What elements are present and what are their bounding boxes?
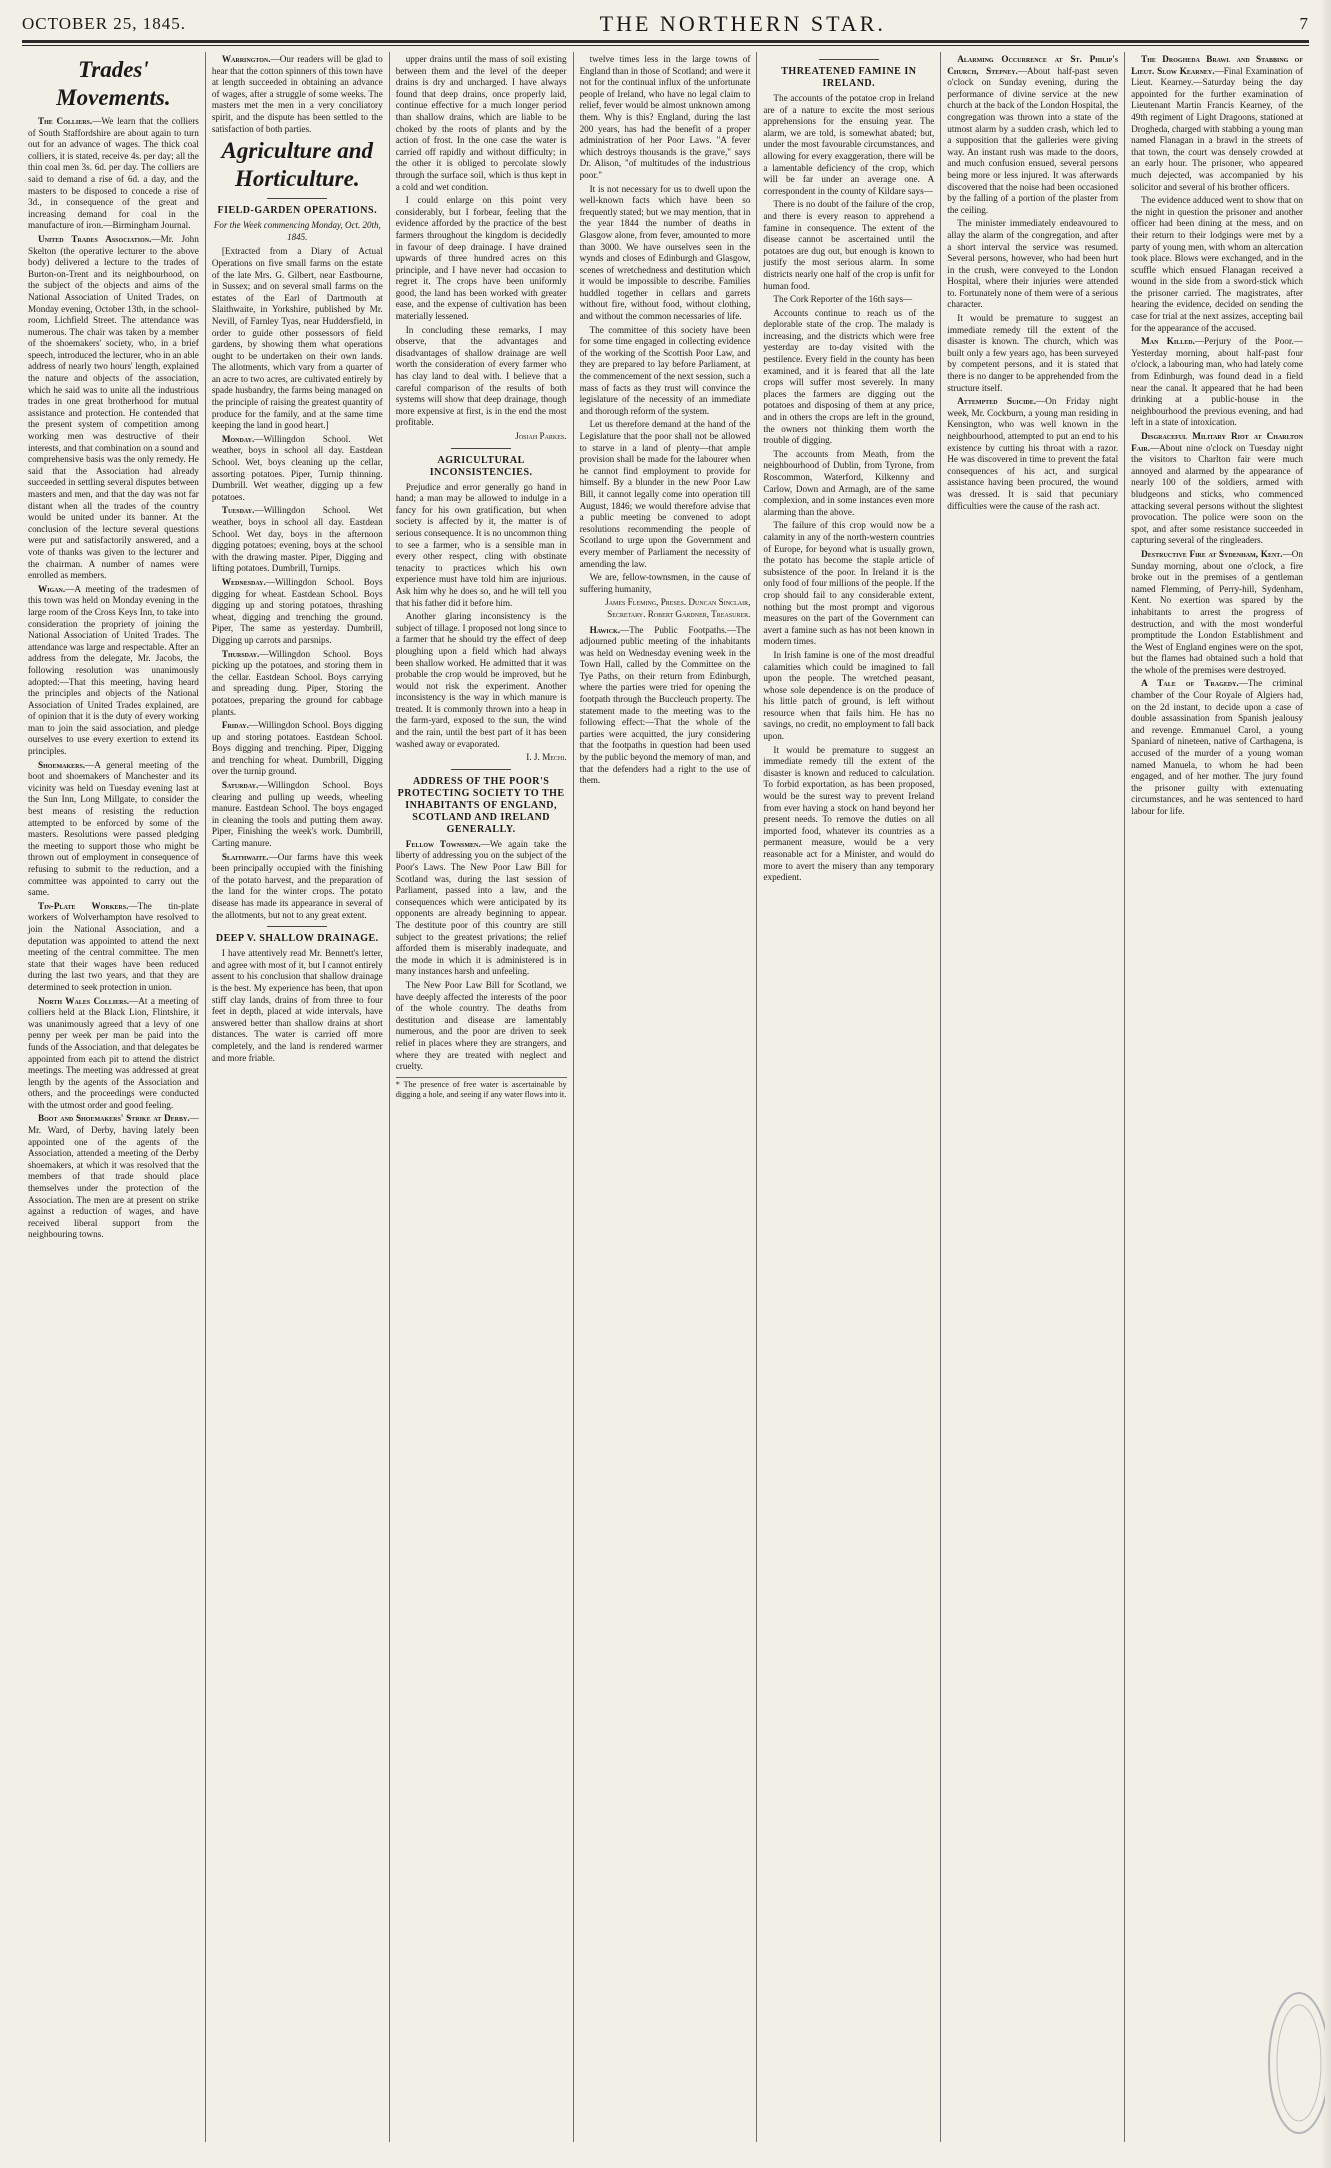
paragraph-lead: Monday. — [221, 433, 255, 444]
article-signature: Josiah Parkes. — [515, 431, 567, 441]
paragraph-lead: Tuesday. — [221, 505, 255, 516]
article-paragraph — [580, 184, 751, 323]
paragraph-text: It would be premature to suggest an immediate remedy till the extent of the disaster is known and reduced to calculation. To forbid exportation, as has been proposed, would be the surest way to prevent Ireland from ever having a stock on hand beyond her present needs. To remove the duties on all imported food, whatever its countries as a permanent measure, would be a very reasonable act for a Minister, and would do more to avert the misery than any temporary expedient. — [763, 744, 935, 883]
article-paragraph — [947, 313, 1118, 394]
paragraph-text: The failure of this crop would now be a calamity in any of the north-western countries of Europe, for beyond what is usually grown, the potato has become the staple article of subsistence of the poor. In Ireland it is the only food of four millions of the people. If the crop should fail to any considerable extent, nothing but the most prompt and vigorous measures on the part of the Government can avert a famine such as has not been known in modern times. — [763, 520, 935, 647]
article-paragraph — [28, 234, 199, 582]
paragraph-lead: Thursday. — [221, 648, 260, 659]
article-paragraph — [1131, 678, 1303, 817]
article-paragraph — [212, 948, 383, 1064]
paragraph-text: —We learn that the colliers of South Staffordshire are about again to turn out for an advance of wages. The thick coal colliers, it is stated, receive 4s. per day; all the thin coal men 3s. 6d. per day. The colliers are said to demand a rise of 6d. a day, and the masters to be disposed to concede a rise of 3d., in consequence of the great and increasing demand for coal in the manufacture of iron.—Birmingham Journal. — [28, 116, 199, 231]
column-3 — [390, 52, 574, 2142]
masthead-rule — [22, 40, 1309, 43]
article-paragraph — [1131, 336, 1303, 429]
paragraph-text: There is no doubt of the failure of the crop, and there is every reason to apprehend a famine in consequence. The extent of the disease cannot be ascertained until the potatoes are dug out, but enough is known to justify the most serious alarm. In some districts nearly one half of the crop is unfit for human food. — [763, 199, 935, 291]
paragraph-lead: Friday. — [221, 720, 249, 731]
article-paragraph — [580, 325, 751, 418]
paragraph-text: —At a meeting of colliers held at the Black Lion, Flintshire, it was unanimously agreed that a levy of one penny per week per man be paid into the funds of the Association, and that delegates be appointed from each pit to attend the district meetings. The meeting was addressed at great length by the agents of the Association and others, and the proceedings were conducted with the utmost order and good feeling. — [28, 995, 199, 1110]
masthead — [22, 12, 1309, 36]
column-5 — [757, 52, 941, 2142]
article-divider — [451, 769, 511, 770]
paragraph-lead: Attempted Suicide. — [957, 396, 1037, 407]
article-paragraph — [580, 54, 751, 182]
paragraph-text: —On Friday night week, Mr. Cockburn, a young man residing in Kensington, who was well known in the neighbourhood, attempted to put an end to his existence by cutting his throat with a razor. He was discovered in time to prevent the fatal consequences of his act, and surgical assistance having been procured, the wound was dressed. It is said that pecuniary difficulties were the cause of the rash act. — [947, 396, 1119, 511]
paragraph-lead: Slaithwaite. — [221, 851, 269, 862]
article-paragraph — [212, 852, 383, 922]
paragraph-text: —About nine o'clock on Tuesday night the visitors to Charlton fair were much annoyed and alarmed by the appearance of nearly 100 of the soldiers, armed with bludgeons and sticks, who commenced attacking several persons without the slightest provocation. The police were soon on the spot, and after some resistance succeeded in capturing several of the ringleaders. — [1131, 442, 1303, 546]
article-paragraph — [28, 584, 199, 758]
paragraph-text: —The tin-plate workers of Wolverhampton have resolved to join the National Association, and a deputation was appointed to attend the next meeting of the central committee. The men state that their wages have been reduced during the last two years, and that they are determined to seek protection in union. — [28, 900, 199, 992]
article-paragraph — [947, 396, 1118, 512]
library-stamp-seal — [1259, 1988, 1325, 2138]
paragraph-text: twelve times less in the large towns of England than in those of Scotland; and were it not for the continual influx of the unfortunate people of Ireland, who have no legal claim to relief, fever would be almost unknown among them. Why is this? England, during the last 200 years, has had the benefit of a proper administration of her Poor Laws. "A fever which destroys thousands is the grave," says Dr. Alison, "of multitudes of the industrious poor." — [579, 54, 751, 180]
article-paragraph — [396, 839, 567, 978]
paragraph-text: —Willingdon School. Boys digging for wheat. Eastdean School. Boys digging up and storing potatoes, thrashing wheat, digging and trenching the ground. Piper, The same as yesterday. Dumbrill, Digging up carrots and parsnips. — [211, 576, 383, 645]
paragraph-text: I could enlarge on this point very considerably, but I forbear, feeling that the evidence afforded by the practice of the best farmers throughout the kingdom is decidedly in favour of deep drainage. I have drained upwards of three hundred acres on this principle, and I have never had occasion to regret it. The crops have been uniformly good, the land has been worked with greater ease, and the expense of cultivation has been materially lessened. — [395, 195, 567, 322]
article-divider — [267, 198, 327, 199]
page-edge-shadow — [1321, 0, 1331, 2168]
page-number: 7 — [1299, 14, 1309, 33]
article-paragraph — [28, 996, 199, 1112]
article-signature: I. J. Mechi. — [526, 752, 567, 763]
paragraph-text: Prejudice and error generally go hand in hand; a man may be allowed to indulge in a fancy for his own gratification, but when society is affected by it, the matter is of serious consequence. It is no uncommon thing to see a farmer, who is a sensible man in every other respect, cling with obstinate tenacity to practices which his own experience must have told him are injurious. Ask him why he does so, and he will tell you that his father did it before him. — [395, 481, 567, 608]
article-columns — [22, 52, 1309, 2142]
article-paragraph — [212, 720, 383, 778]
masthead-rule-thin — [22, 45, 1309, 46]
paragraph-lead: Boot and Shoemakers' Strike at Derby. — [38, 1113, 190, 1124]
paragraph-text: It would be premature to suggest an immediate remedy till the extent of the disaster is known. The church, which was built only a few years ago, has been surveyed by competent persons, and it is stated that there is no danger to be apprehended from the structure itself. — [947, 313, 1119, 393]
paragraph-lead: Wigan. — [38, 583, 66, 594]
article-paragraph — [763, 449, 934, 519]
article-paragraph — [212, 505, 383, 575]
paragraph-text: —About half-past seven o'clock on Sunday evening, during the performance of divine service at the new church at the back of the London Hospital, the congregation was thrown into a state of the utmost alarm by a sudden crash, which led to a supposition that the galleries were giving way. An instant rush was made to the doors, and much confusion ensued, several persons being more or less injured. It was afterwards discovered that the noise had been occasioned by the falling of a portion of the plaster from the ceiling. — [947, 65, 1119, 215]
article-paragraph — [580, 625, 751, 787]
paragraph-lead: Wednesday. — [221, 576, 266, 587]
paragraph-text: —A meeting of the tradesmen of this town was held on Monday evening in the large room of the Cross Keys Inn, to take into consideration the propriety of joining the National Association of United Trades. The attendance was large and respectable. After an address from the delegate, Mr. Jacobs, the following resolution was unanimously adopted:—That this meeting, having heard the principles and objects of the National Association of United Trades explained, are of opinion that it is the duty of every working man to join the said association, and pledge ourselves to use every exertion to extend its principles. — [28, 583, 199, 757]
article-paragraph — [1131, 54, 1303, 193]
paragraph-lead: Man Killed. — [1141, 336, 1195, 347]
article-title: DEEP V. SHALLOW DRAINAGE. — [215, 933, 379, 945]
paragraph-text: The accounts of the potatoe crop in Ireland are of a nature to excite the most serious apprehensions for the ensuing year. The alarm, we are told, is somewhat abated; but, under the most favourable circumstances, and allowing for every exaggeration, there will be a lamentable deficiency of the crop, which will be far under an average one. A correspondent in the county of Kildare says— — [763, 93, 935, 196]
article-paragraph — [947, 218, 1118, 311]
column-2 — [206, 52, 390, 2142]
paragraph-lead: North Wales Colliers. — [38, 995, 130, 1006]
article-paragraph — [212, 434, 383, 504]
paragraph-lead: A Tale of Tragedy. — [1141, 678, 1239, 689]
paragraph-text: Accounts continue to reach us of the deplorable state of the crop. The malady is increasing, and the districts which were free yesterday are to-day visited with the pestilence. Every field in the county has been examined, and it is feared that all the late crops will suffer most severely. In many places the farmers are digging out the potatoes and disposing of them at any price, and in others the crops are left in the ground, the owners not thinking them worth the trouble of digging. — [763, 307, 935, 446]
newspaper-title: THE NORTHERN STAR. — [599, 11, 886, 36]
paragraph-text: —Mr. Ward, of Derby, having lately been appointed one of the agents of the Association, attended a meeting of the Derby shoemakers, at which it was resolved that the members of that trade should place themselves under the protection of the Association. The men are at present on strike against a reduction of wages, and have received liberal support from the neighbouring towns. — [28, 1113, 199, 1240]
article-paragraph — [396, 980, 567, 1073]
paragraph-text: upper drains until the mass of soil existing between them and the level of the deeper drains is dry and uncharged. I have always found that deep drains, once properly laid, continue effective for a much longer period than shallow drains, which are liable to be choked by the roots of plants and by the action of frost. In the one case the water is carried off rapidly and without difficulty; in the other it is obliged to percolate slowly through the surface soil, which is thus kept in a cold and wet condition. — [395, 54, 567, 192]
paragraph-text: I have attentively read Mr. Bennett's letter, and agree with most of it, but I cannot entirely assent to his conclusion that shallow drainage is the best. My experience has been, that upon stiff clay lands, drains of from three to four feet in depth, placed at wide intervals, have answered better than shallow drains at short distances. The water is carried off more completely, and the land is rendered warmer and more friable. — [211, 948, 383, 1063]
article-paragraph — [396, 482, 567, 610]
article-paragraph — [580, 419, 751, 570]
article-paragraph — [947, 54, 1118, 216]
paragraph-lead: United Trades Association. — [38, 233, 152, 244]
paragraph-text: —The Public Footpaths.—The adjourned public meeting of the inhabitants was held on Wednesday evening week in the Town Hall, called by the Committee on the Tye Paths, on their return from Edinburgh, where the parties were tried for opening the footpath through the Buccleuch property. The statement made to the meeting was to the following effect:—That the whole of the parties were acquitted, the jury considering that the footpaths in question had been used by the public beyond the memory of man, and that the defenders had a right to the use of them. — [579, 624, 751, 786]
article-divider — [451, 448, 511, 449]
article-title: AGRICULTURAL INCONSISTENCIES. — [429, 454, 533, 478]
article-paragraph — [396, 611, 567, 750]
article-paragraph — [1131, 195, 1303, 334]
paragraph-text: —Our farms have this week been principally occupied with the finishing of the potato harvest, and the preparation of the land for the winter crops. The potato disease has made its appearance in several of the allotments, but not to any great extent. — [211, 851, 383, 920]
paragraph-text: —Willingdon School. Boys digging up and storing potatoes. Eastdean School. Boys digging and trenching. Piper, Digging and trenching for wheat. Dumbrill, Digging over the turnip ground. — [211, 720, 383, 777]
column-1 — [22, 52, 206, 2142]
paragraph-text: [Extracted from a Diary of Actual Operations on five small farms on the estate of the late Mrs. G. Gilbert, near Eastbourne, in Sussex; and on several small farms on the estates of the Earl of Dartmouth at Slaithwaite, in Yorkshire, published by Mr. Nevill, of Farnley Tyas, near Huddersfield, in order to guide other possessors of field gardens, by showing them what operations ought to be undertaken on their own lands. The allotments, which vary from a quarter of an acre to two acres, are cultivated entirely by spade husbandry, the farms being managed on the principle of raising the greatest quantity of produce for the family, and at the same time keeping the land in good heart.] — [211, 246, 383, 431]
article-paragraph — [763, 93, 934, 197]
paragraph-text: —Willingdon School. Boys picking up the potatoes, and storing them in the cellar. Eastdean School. Boys carrying and spreading dung. Piper, Storing the potatoes, preparing the ground for cabbage plants. — [211, 648, 383, 717]
article-subtitle: For the Week commencing Monday, Oct. 20th, 1845. — [213, 220, 381, 242]
article-paragraph — [28, 116, 199, 232]
article-paragraph — [212, 780, 383, 850]
article-paragraph — [763, 294, 934, 306]
paragraph-text: It is not necessary for us to dwell upon the well-known facts which have been so frequently stated; but we may mention, that in the year 1844 the number of deaths in Glasgow alone, from fever, amounted to more than 3000. We have ourselves seen in the wynds and closes of Edinburgh and Glasgow, scenes of wretchedness and destitution which it would be impossible to describe. Families huddled together in cellars and garrets without fire, without food, without clothing, and without the common necessaries of life. — [579, 183, 751, 322]
paragraph-lead: Hawick. — [589, 624, 621, 635]
paragraph-text: —Perjury of the Poor.—Yesterday morning, about half-past four o'clock, a labouring man, who had lately come from Edinburgh, was found dead in a field near the canal. It appeared that he had been drinking at a public-house in the neighbourhood the previous evening, and had left in a state of intoxication. — [1131, 336, 1303, 428]
article-paragraph — [28, 901, 199, 994]
footnote: * The presence of free water is ascertainable by digging a hole, and seeing if any water flows into it. — [396, 1077, 567, 1100]
paragraph-text: The New Poor Law Bill for Scotland, we have deeply affected the interests of the poor of the whole country. The deaths from destitution and disease are lamentably numerous, and the poor are driven to seek relief in places where they are strangers, and where they are treated with neglect and cruelty. — [395, 979, 567, 1072]
paragraph-text: In Irish famine is one of the most dreadful calamities which could be imagined to fall upon the people. The wretched peasant, whose sole dependence is on the produce of his little patch of ground, is left without resource when that fails him. He has no savings, no credit, no employment to fall back upon. — [763, 649, 935, 742]
article-title: FIELD-GARDEN OPERATIONS. — [217, 205, 378, 217]
paragraph-text: Another glaring inconsistency is the subject of tillage. I proposed not long since to a farmer that he should try the effect of deep ploughing upon a field which had always been shallow worked. He admitted that it was probable the crop would be improved, but he would not risk the experiment. Another inconsistency is the way in which manure is treated. It is commonly thrown into a heap in the farm-yard, exposed to the sun, the wind and the rain, until the best part of it has been washed away or evaporated. — [395, 611, 567, 749]
paragraph-lead: Alarming Occurrence at St. Philip's Church, Stepney. — [947, 54, 1119, 76]
paragraph-lead: Shoemakers. — [38, 759, 86, 770]
paragraph-text: —Mr. John Skelton (the operative lecturer to the above body) delivered a lecture to the trades of Burton-on-Trent and its neighbourhood, on the subject of the objects and aims of the National Association of United Trades, on Monday evening, October 13th, in the school-room, Lichfield Street. The attendance was numerous. The chair was taken by a member of the shoemakers' society, who, in a brief speech, introduced the lecturer, who in an able address of nearly two hours' length, explained the nature and objects of the association, which he said was to unite all the industrious trades in one great brotherhood for mutual assistance and protection. He contended that the present system of competition among working men was destructive of their interests, and that combination on a sound and comprehensive basis was the only remedy. He said that the Association had already succeeded in settling several disputes between masters and men, and that the day was not far distant when all the trades of the country would be united under its banner. At the conclusion of the lecture several questions were put and satisfactorily answered, and a vote of thanks was given to the lecturer and the chairman. A number of names were enrolled as members. — [28, 233, 199, 581]
paragraph-text: —A general meeting of the boot and shoemakers of Manchester and its vicinity was held on Tuesday evening last at the Sun Inn, Long Millgate, to consider the best means of resisting the reduction attempted to be enforced by some of the masters. Resolutions were passed pledging the meeting to support those who might be thrown out of employment in consequence of refusing to submit to the reduction, and a committee was appointed to carry out the same. — [28, 759, 199, 898]
article-title: ADDRESS OF THE POOR'S PROTECTING SOCIETY TO THE INHABITANTS OF ENGLAND, SCOTLAND AND IRELAND GENERALLY. — [397, 775, 565, 835]
article-paragraph — [212, 54, 383, 135]
paragraph-text: —On Sunday morning, about one o'clock, a fire broke out in the premises of a gentleman named Flemming, of Perry-hill, Sydenham, Kent. No exertion was spared by the inhabitants to arrest the progress of destruction, and with the most wonderful promptitude the London Establishment and the West of England engines were on the spot, but the flames had obtained such a hold that the whole of the premises were destroyed. — [1131, 548, 1303, 675]
paragraph-lead: The Drogheda Brawl and Stabbing of Lieut. Slow Kearney. — [1131, 54, 1303, 76]
column-6 — [941, 52, 1125, 2142]
paragraph-text: —The criminal chamber of the Cour Royale of Algiers had, on the 2d instant, to decide upon a case of double assassination from Spanish jealousy and revenge. Emmanuel Carol, a young Spaniard of nineteen, native of Carthagena, is accused of the murder of a young woman named Manuela, to whom he had been engaged, and of her mother. The jury found the prisoner guilty with extenuating circumstances, and he was sentenced to hard labour for life. — [1131, 678, 1303, 816]
paragraph-lead: Warrington. — [221, 54, 271, 64]
paragraph-text: —Willingdon School. Wet weather, boys in school all day. Eastdean School. Wet day, boys in the afternoon digging potatoes; evening, boys at the school with the drawing master. Piper, Digging and lifting potatoes. Dumbrill, Turnips. — [211, 505, 383, 574]
article-paragraph — [763, 520, 934, 648]
paragraph-text: —Final Examination of Lieut. Kearney.—Saturday being the day appointed for the further examination of Lieutenant Martin Francis Kearney, of the 49th regiment of Light Dragoons, stationed at Drogheda, charged with stabbing a young man named Flanagan in a brawl in the streets of that town, the court was densely crowded at an early hour. The prisoner, who appeared much dejected, was accompanied by his solicitor and several of his brother officers. — [1131, 65, 1303, 192]
paragraph-lead: Destructive Fire at Sydenham, Kent. — [1141, 548, 1283, 559]
article-paragraph — [763, 308, 934, 447]
article-paragraph — [212, 577, 383, 647]
article-paragraph — [28, 760, 199, 899]
paragraph-text: We are, fellow-townsmen, in the cause of suffering humanity, — [579, 572, 751, 594]
paragraph-lead: Disgraceful Military Riot at Charlton Fair. — [1131, 431, 1303, 453]
section-heading-agriculture: Agriculture and Horticulture. — [221, 138, 373, 192]
article-paragraph — [1131, 549, 1303, 677]
article-paragraph — [580, 572, 751, 595]
issue-date: OCTOBER 25, 1845. — [22, 14, 187, 33]
article-paragraph — [28, 1113, 199, 1241]
paragraph-text: —Willingdon School. Boys clearing and pulling up weeds, wheeling manure. Eastdean School. The boys engaged in cleaning the tools and putting them away. Piper, Finishing the week's work. Dumbrill, Carting manure. — [211, 780, 383, 849]
article-divider — [819, 59, 879, 60]
article-paragraph — [396, 195, 567, 323]
paragraph-lead: Tin-Plate Workers. — [38, 900, 129, 911]
paragraph-lead: Saturday. — [221, 780, 259, 791]
paragraph-text: The committee of this society have been for some time engaged in collecting evidence of the working of the Scottish Poor Law, and they are prepared to lay before Parliament, at the commencement of the next session, such a mass of facts as they trust will convince the legislature of the necessity of an immediate and thorough reform of the system. — [579, 324, 751, 416]
paragraph-lead: Fellow Townsmen. — [405, 838, 481, 849]
paragraph-text: The accounts from Meath, from the neighbourhood of Dublin, from Tyrone, from Roscommon, Waterford, Kilkenny and Carlow, Down and Armagh, are of the same complexion, and in some instances even more alarming than the above. — [763, 448, 935, 517]
paragraph-text: The evidence adduced went to show that on the night in question the prisoner and another officer had been dining at the mess, and on their return to their lodgings were met by a party of young men, with whom an altercation took place. Blows were exchanged, and in the scuffle which ensued Flanagan received a wound in the side from a sword-stick which the prisoner carried. The magistrates, after hearing the evidence, decided on sending the case for trial at the next assizes, accepting bail for the appearance of the accused. — [1131, 195, 1303, 333]
article-paragraph — [763, 650, 934, 743]
paragraph-lead: The Colliers. — [38, 116, 93, 126]
article-signature: James Fleming, Preses. Duncan Sinclair, Secretary. Robert Gardner, Treasurer. — [605, 597, 751, 619]
paragraph-text: —Our readers will be glad to hear that the cotton spinners of this town have at length succeeded in obtaining an advance of wages, after a struggle of some weeks. The masters met the men in a very conciliatory spirit, and the dispute has been settled to the satisfaction of both parties. — [211, 54, 383, 134]
paragraph-text: —Willingdon School. Wet weather, boys in school all day. Eastdean School. Wet, boys cleaning up the cellar, assorting potatoes. Piper, Turnip thinning. Dumbrill. Wet weather, digging up a few potatoes. — [211, 433, 383, 502]
paragraph-text: The minister immediately endeavoured to allay the alarm of the congregation, and after a short interval the service was resumed. Several persons, however, who had been hurt in the crush, were conveyed to the London Hospital, where their injuries were attended to. Fortunately none of them were of a serious character. — [947, 218, 1119, 310]
article-paragraph — [396, 325, 567, 429]
paragraph-text: Let us therefore demand at the hand of the Legislature that the poor shall not be allowed to starve in a land of plenty—that ample provision shall be made for the labourer when he cannot find employment to provide for himself. By a blunder in the new Poor Law Bill, it cannot legally come into operation till August, 1846; we would therefore advise that a public meeting be convened to adopt resolutions recommending the people of Scotland to urge upon the Government and every member of Parliament the necessity of amending the law. — [579, 419, 751, 569]
paragraph-text: The Cork Reporter of the 16th says— — [773, 294, 913, 305]
article-paragraph — [1131, 431, 1303, 547]
article-paragraph — [763, 745, 934, 884]
section-heading-trades: Trades' Movements. — [56, 57, 171, 110]
article-paragraph — [212, 246, 383, 432]
article-divider — [267, 926, 327, 927]
paragraph-text: In concluding these remarks, I may observe, that the advantages and disadvantages of shallow drainage are well worth the consideration of every farmer who has clay land to deal with. I believe that a careful comparison of the results of both systems will show that deep drainage, though more expensive at first, is in the end the most profitable. — [395, 324, 567, 428]
paragraph-text: —We again take the liberty of addressing you on the subject of the Poor's Laws. The New Poor Law Bill for Scotland was, during the last session of Parliament, passed into a law, and the consequences which were anticipated by its opponents are already beginning to appear. The destitute poor of this country are still subject to the greatest privations; the relief afforded them is miserably inadequate, and the mode in which it is administered is in many instances harsh and unfeeling. — [395, 838, 567, 977]
article-paragraph — [763, 199, 934, 292]
article-paragraph — [396, 54, 567, 193]
column-4 — [574, 52, 758, 2142]
column-7 — [1125, 52, 1309, 2142]
article-paragraph — [212, 649, 383, 719]
article-title: THREATENED FAMINE IN IRELAND. — [781, 66, 917, 89]
